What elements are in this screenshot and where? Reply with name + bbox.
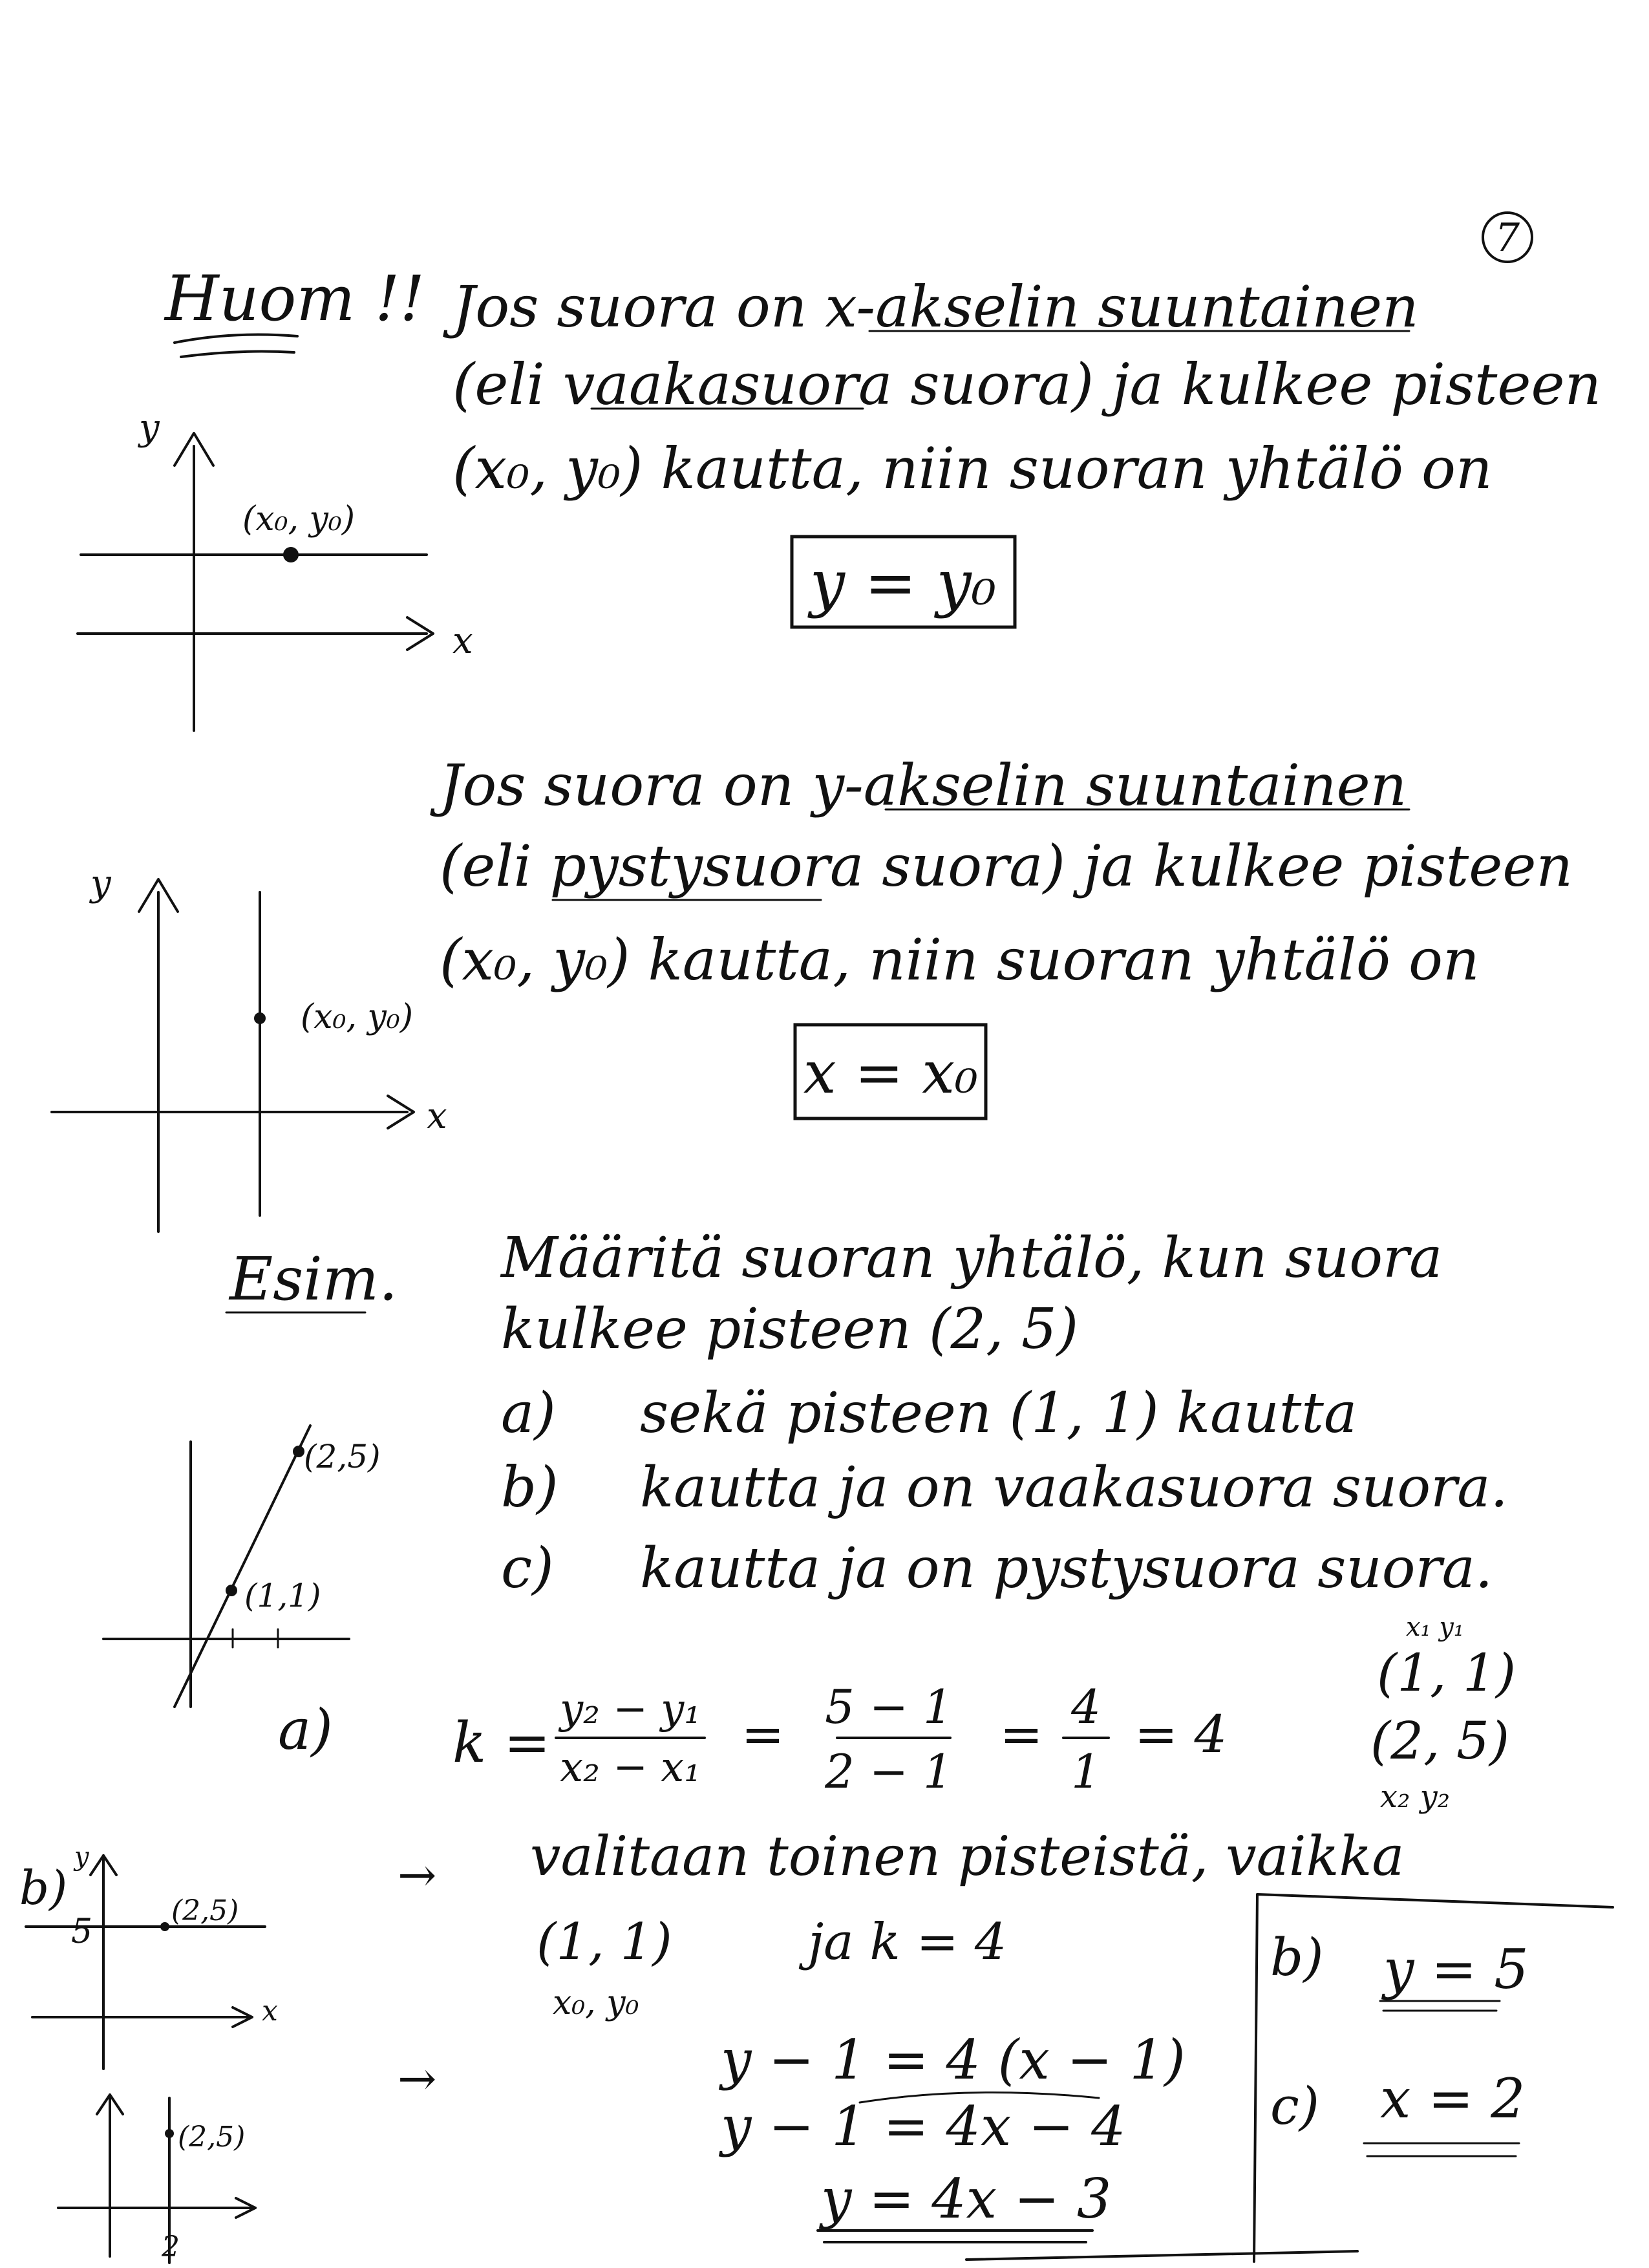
point-marker [160, 1922, 169, 1931]
page-number-text: 7 [1495, 215, 1520, 261]
frac1-denominator: x₂ − x₁ [560, 1744, 701, 1792]
formula-x: x = x₀ [803, 1039, 979, 1107]
line-through-points [175, 1426, 310, 1707]
y-axis-label: y [90, 862, 111, 904]
point-marker [254, 1012, 266, 1024]
case-c-label: c) [501, 1536, 554, 1601]
point-marker-2-5 [293, 1446, 304, 1457]
graph-c-point: (2,5) [178, 2121, 246, 2154]
example-intro-2: kulkee pisteen (2, 5) [501, 1297, 1079, 1362]
points-note-p1: (1, 1) [1377, 1643, 1516, 1703]
step2-arrow-icon: → [398, 2051, 437, 2106]
rule-x-line-3: (x₀, y₀) kautta, niin suoran yhtälö on [452, 435, 1493, 502]
k-lhs: k = [452, 1711, 551, 1775]
case-a-text: sekä pisteen (1, 1) kautta [640, 1381, 1357, 1446]
step1-arrow-icon: → [398, 1848, 437, 1902]
case-b-label: b) [501, 1455, 559, 1520]
graph-b-point: (2,5) [171, 1894, 239, 1927]
k-result: = 4 [1134, 1704, 1228, 1764]
point-label: (x₀, y₀) [301, 998, 414, 1036]
solution-a-label: a) [278, 1698, 333, 1762]
points-bottom-labels: x₂ y₂ [1380, 1779, 1450, 1815]
frac1-numerator: y₂ − y₁ [560, 1685, 701, 1733]
graph-example-a [103, 1426, 381, 1707]
points-note-p2: (2, 5) [1370, 1711, 1510, 1771]
equals-1: = [741, 1704, 785, 1764]
frac2-numerator: 5 − 1 [825, 1680, 953, 1734]
graph-b-y-label: y [74, 1842, 89, 1872]
graph-c-tick: 2 [162, 2231, 180, 2263]
step2-line-2: y − 1 = 4x − 4 [721, 2095, 1126, 2158]
heading-underline [175, 335, 297, 357]
graph-vertical-line [52, 862, 447, 1232]
point-label-1-1: (1,1) [244, 1577, 321, 1614]
equals-2: = [999, 1704, 1043, 1764]
step1-text: valitaan toinen pisteistä, vaikka [530, 1824, 1405, 1888]
bottom-stroke [966, 2251, 1357, 2260]
answer-b-label: b) [1270, 1927, 1324, 1987]
graph-b-tick: 5 [71, 1912, 93, 1951]
graph-example-b [19, 1842, 278, 2069]
answer-b-eq: y = 5 [1383, 1938, 1529, 2001]
answer-c-label: c) [1270, 2076, 1320, 2136]
graph-b-label: b) [19, 1861, 68, 1915]
step1-point: (1, 1) [537, 1913, 672, 1971]
y-axis-label: y [139, 407, 160, 449]
rule-y-line-3: (x₀, y₀) kautta, niin suoran yhtälö on [440, 926, 1480, 993]
x-axis-label: x [452, 620, 473, 662]
step2-line-3: y = 4x − 3 [821, 2167, 1112, 2231]
formula-y: y = y₀ [809, 547, 997, 619]
step1-point-sub: x₀, y₀ [553, 1984, 639, 2022]
point-label-2-5: (2,5) [304, 1438, 381, 1475]
graph-example-c [58, 2095, 255, 2263]
note-heading: Huom !! [165, 262, 425, 335]
point-marker-1-1 [226, 1585, 237, 1596]
case-a-label: a) [501, 1381, 556, 1446]
step1-and-k: ja k = 4 [808, 1913, 1007, 1971]
rule-y-line-2: (eli pystysuora suora) ja kulkee pisteen [440, 833, 1573, 899]
rule-x-line-2: (eli vaakasuora suora) ja kulkee pisteen [452, 351, 1602, 418]
frac3-numerator: 4 [1071, 1680, 1101, 1734]
rule-y-line-1: Jos suora on y-akselin suuntainen [440, 752, 1407, 818]
graph-b-x-label: x [262, 1995, 278, 2027]
answer-c-eq: x = 2 [1380, 2067, 1526, 2130]
frac2-denominator: 2 − 1 [825, 1744, 953, 1799]
point-marker [283, 547, 299, 562]
page-number [1483, 213, 1532, 262]
points-top-labels: x₁ y₁ [1406, 1612, 1464, 1642]
step2-line-1: y − 1 = 4 (x − 1) [721, 2028, 1186, 2091]
rule-x-line-1: Jos suora on x-akselin suuntainen [452, 273, 1419, 340]
x-axis-label: x [427, 1095, 447, 1137]
case-b-text: kautta ja on vaakasuora suora. [640, 1455, 1508, 1520]
example-intro-1: Määritä suoran yhtälö, kun suora [501, 1226, 1443, 1290]
graph-horizontal-line [78, 407, 473, 731]
example-heading: Esim. [229, 1245, 398, 1314]
point-marker [165, 2129, 174, 2138]
case-c-text: kautta ja on pystysuora suora. [640, 1536, 1493, 1601]
frac3-denominator: 1 [1071, 1744, 1101, 1799]
point-label: (x₀, y₀) [242, 500, 356, 539]
